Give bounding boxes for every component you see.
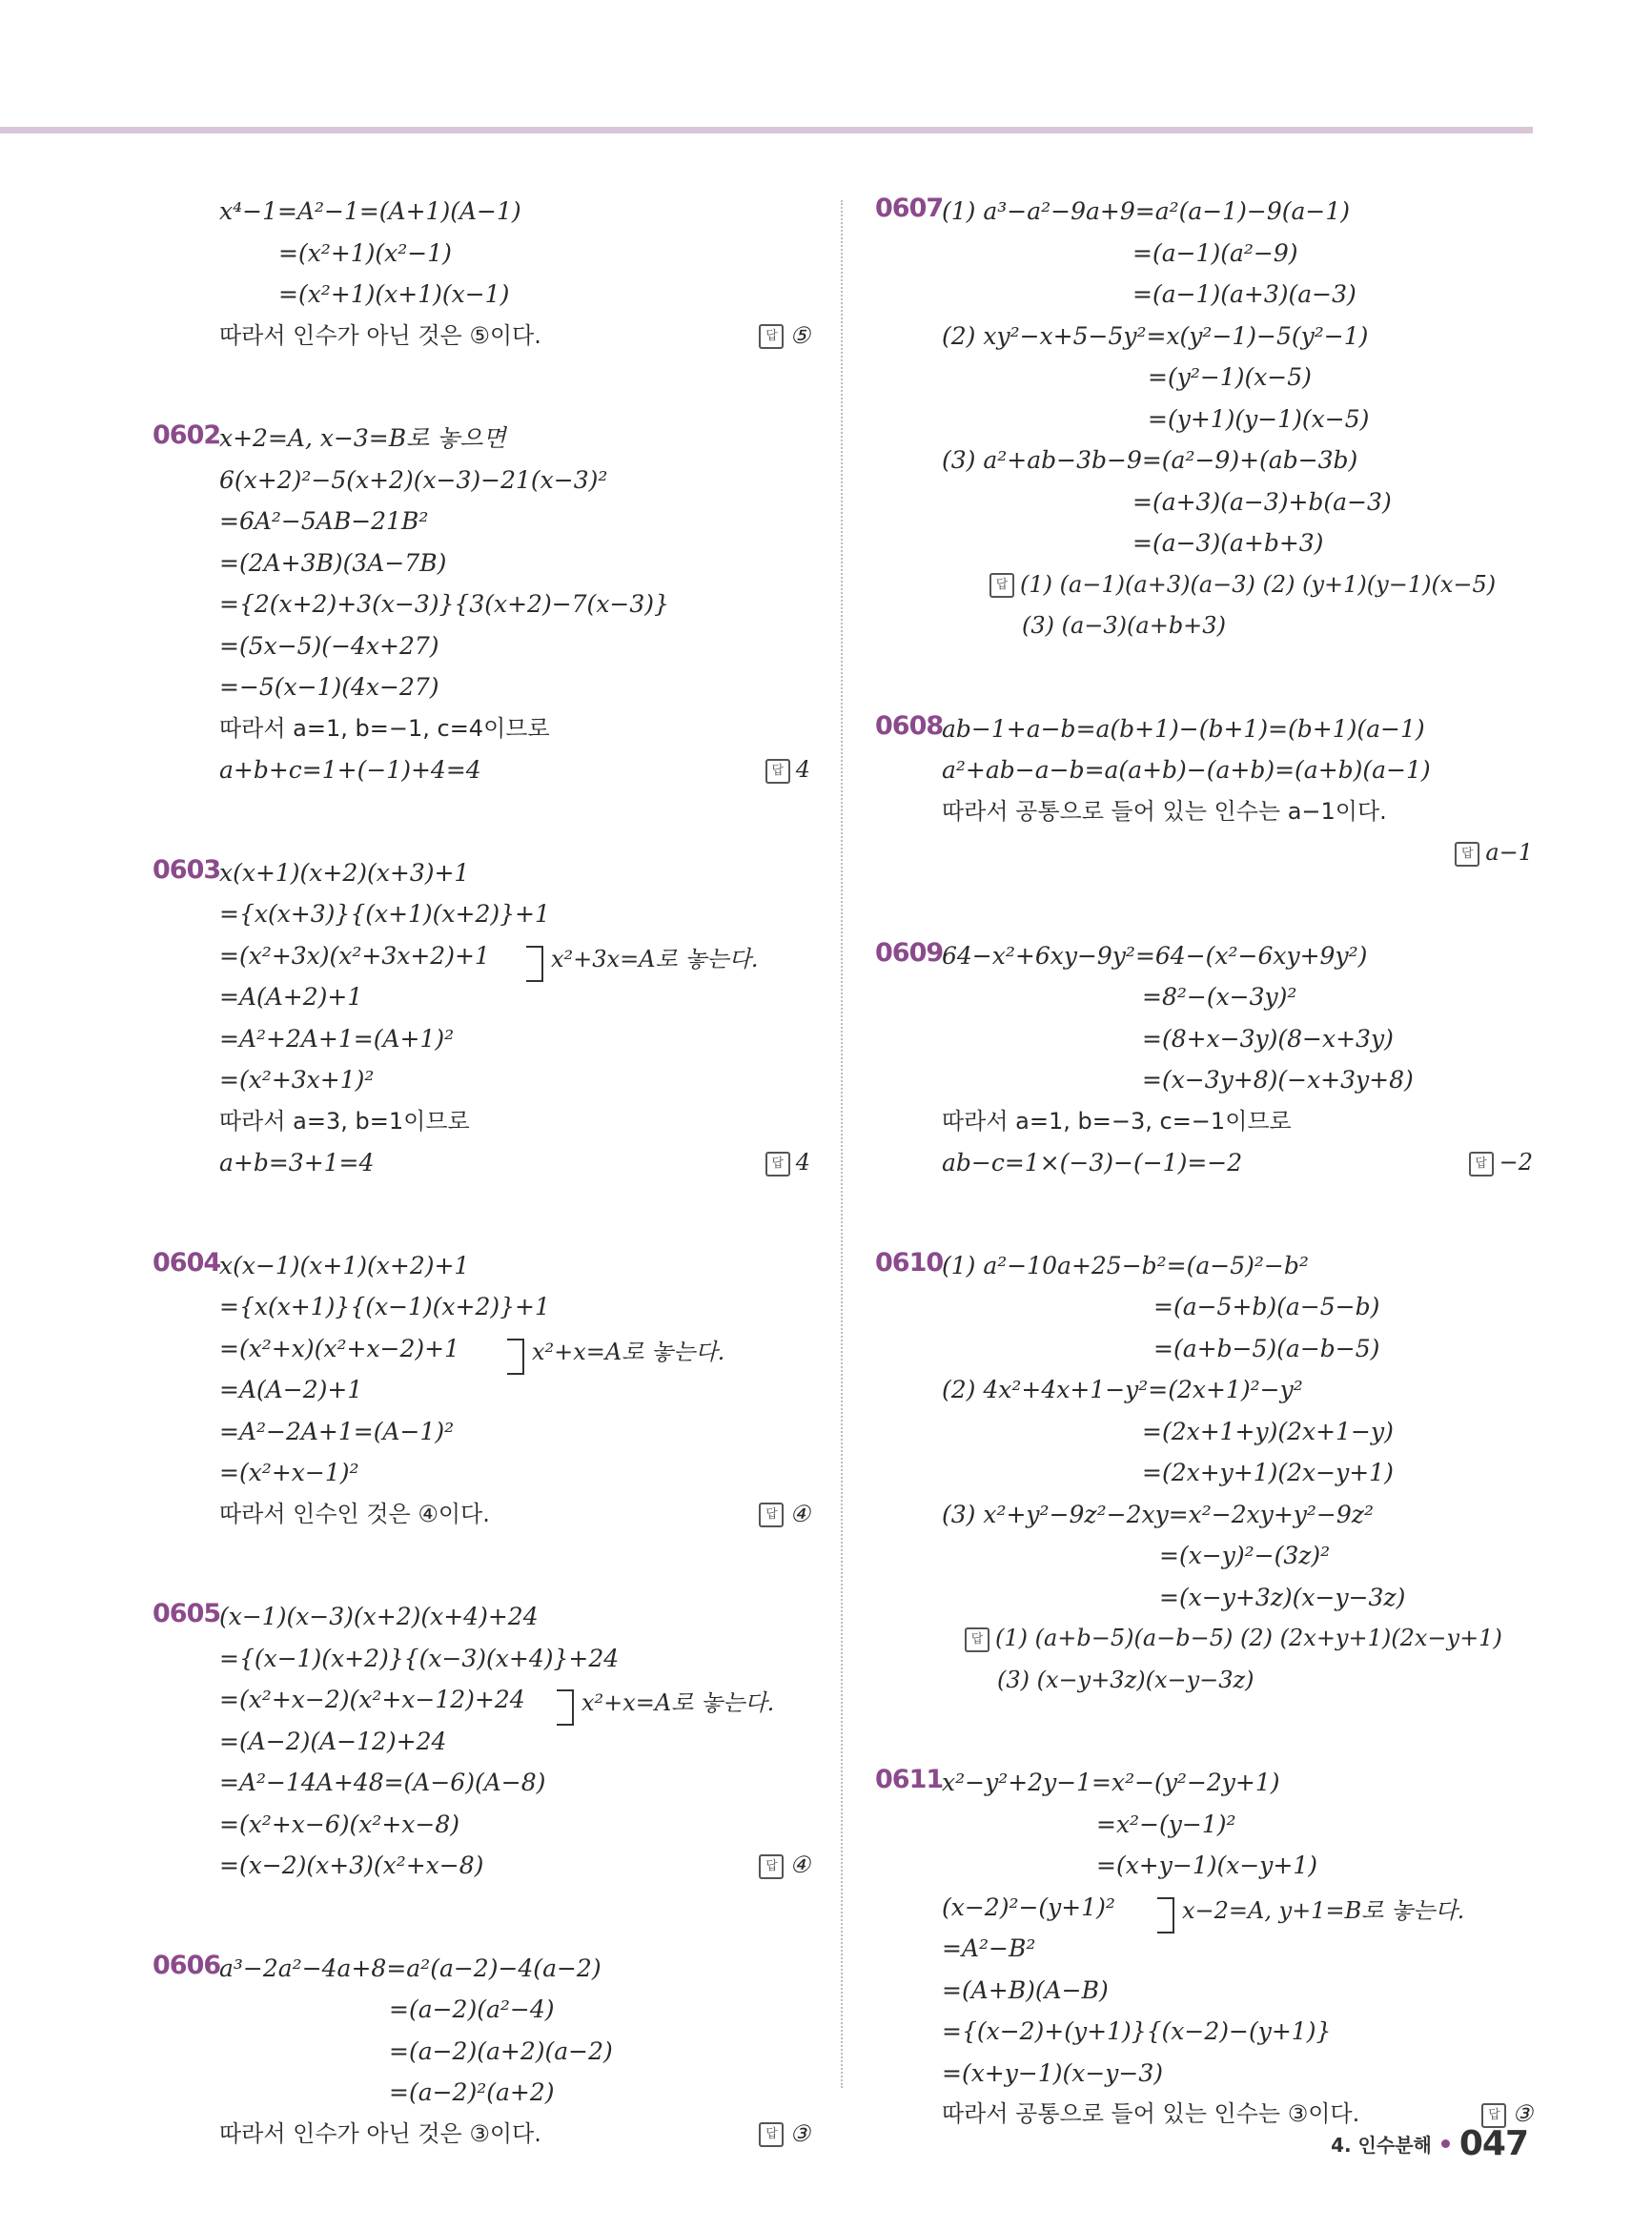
- solution-line: =(a−1)(a²−9): [1132, 238, 1298, 267]
- solution-line: 따라서 a=1, b=−1, c=4이므로: [219, 714, 550, 742]
- solution-line: =A(A−2)+1: [219, 1376, 363, 1403]
- answer-mark-icon: 답: [1455, 842, 1479, 867]
- problem-number: 0609: [875, 937, 944, 968]
- solution-line: =(a−1)(a+3)(a−3): [1132, 280, 1356, 308]
- answer: [1469, 1142, 1533, 1184]
- solution-line: ab−1+a−b=a(b+1)−(b+1)=(b+1)(a−1): [942, 714, 1425, 743]
- solution-line: =A(A+2)+1: [219, 983, 363, 1011]
- answer-mark-icon: 답: [759, 2122, 784, 2147]
- answer: [759, 1494, 810, 1536]
- solution-line: =(x²+x)(x²+x−2)+1: [219, 1334, 460, 1362]
- answer-value: (1) (a+b−5)(a−b−5) (2) (2x+y+1)(2x−y+1): [995, 1625, 1502, 1651]
- answer-value: −2: [1499, 1149, 1533, 1176]
- answer-mark-icon: 답: [759, 1503, 784, 1527]
- solution-line: =(a+3)(a−3)+b(a−3): [1132, 487, 1392, 516]
- solution-line: 따라서 a=3, b=1이므로: [219, 1107, 470, 1135]
- bullet-icon: [1441, 2139, 1450, 2148]
- substitution-bracket: [557, 1689, 574, 1726]
- solution-line: =6A²−5AB−21B²: [219, 507, 429, 535]
- solution-line: =(a+b−5)(a−b−5): [1153, 1334, 1380, 1362]
- top-rule: [0, 127, 1533, 133]
- answer-mark-icon: 답: [759, 1854, 784, 1879]
- answer-mark-icon: 답: [765, 759, 790, 784]
- solution-line: =(8+x−3y)(8−x+3y): [1142, 1024, 1394, 1053]
- solution-line: =(5x−5)(−4x+27): [219, 631, 439, 660]
- conclusion-text: 따라서 인수가 아닌 것은 ⑤이다.: [219, 321, 541, 349]
- answer-mark-icon: 답: [989, 573, 1014, 598]
- solution-line: =(2x+y+1)(2x−y+1): [1142, 1459, 1394, 1486]
- problem-number: 0603: [153, 854, 221, 885]
- solution-line: (3) a²+ab−3b−9=(a²−9)+(ab−3b): [942, 446, 1358, 474]
- solution-line: =(A+B)(A−B): [942, 1975, 1109, 2004]
- solution-line: =(x²+1)(x+1)(x−1): [278, 280, 510, 308]
- conclusion-text: a+b=3+1=4: [219, 1149, 375, 1176]
- right-column: [875, 191, 1533, 2197]
- solution-line: (x−2)²−(y+1)²: [942, 1892, 1115, 1921]
- answer-value: ④: [789, 1852, 810, 1878]
- problem-0604: [153, 1245, 810, 1536]
- problem-number: 0602: [153, 420, 221, 450]
- solution-line: x²−y²+2y−1=x²−(y²−2y+1): [942, 1769, 1280, 1796]
- problem-number: 0606: [153, 1950, 221, 1980]
- solution-line: ={x(x+3)}{(x+1)(x+2)}+1: [219, 900, 550, 928]
- solution-line: ={(x−2)+(y+1)}{(x−2)−(y+1)}: [942, 2017, 1332, 2045]
- answer: [1455, 832, 1533, 874]
- problem-0607: [875, 191, 1533, 647]
- problem-0611: [875, 1762, 1533, 2136]
- solution-line: =(a−2)(a²−4): [389, 1995, 555, 2023]
- solution-line: =(x²+x−6)(x²+x−8): [219, 1810, 460, 1838]
- solution-line: x(x+1)(x+2)(x+3)+1: [219, 858, 470, 887]
- solution-line: x(x−1)(x+1)(x+2)+1: [219, 1251, 470, 1279]
- problem-number: 0608: [875, 710, 944, 741]
- answer: [942, 564, 1533, 606]
- solution-line: =(A−2)(A−12)+24: [219, 1727, 447, 1755]
- answer-value: a−1: [1485, 839, 1533, 866]
- solution-line: ={(x−1)(x+2)}{(x−3)(x+4)}+24: [219, 1644, 620, 1672]
- solution-line: x⁴−1=A²−1=(A+1)(A−1): [219, 197, 521, 225]
- solution-line: =(x²+1)(x²−1): [278, 238, 452, 267]
- answer-value: 4: [795, 1149, 810, 1176]
- answer-value: ④: [789, 1500, 810, 1527]
- problem-0609: [875, 935, 1533, 1184]
- answer-mark-icon: 답: [765, 1152, 790, 1176]
- answer-mark-icon: 답: [1481, 2103, 1506, 2128]
- solution-line: a²+ab−a−b=a(a+b)−(a+b)=(a+b)(a−1): [942, 756, 1431, 784]
- problem-0608: [875, 708, 1533, 874]
- problem-0605: [153, 1596, 810, 1887]
- solution-line: =(x²+x−1)²: [219, 1459, 359, 1486]
- answer: [765, 749, 810, 791]
- page-number: 047: [1458, 2124, 1528, 2163]
- solution-line: =x²−(y−1)²: [1096, 1810, 1236, 1838]
- problem-number: 0605: [153, 1599, 221, 1628]
- substitution-note: x−2=A, y+1=B로 놓는다.: [1182, 1897, 1465, 1924]
- solution-line: =A²−14A+48=(A−6)(A−8): [219, 1769, 546, 1796]
- solution-line: (x−1)(x−3)(x+2)(x+4)+24: [219, 1603, 539, 1630]
- conclusion-text: ab−c=1×(−3)−(−1)=−2: [942, 1149, 1243, 1176]
- answer-mark-icon: 답: [759, 324, 784, 349]
- substitution-bracket: [526, 946, 543, 982]
- solution-line: =(y²−1)(x−5): [1148, 363, 1312, 391]
- solution-line: =A²+2A+1=(A+1)²: [219, 1024, 455, 1053]
- solution-line: =8²−(x−3y)²: [1142, 983, 1297, 1011]
- solution-line: =(a−2)²(a+2): [389, 2078, 555, 2106]
- solution-line: x+2=A, x−3=B로 놓으면: [219, 424, 506, 452]
- solution-line: =(x−y)²−(3z)²: [1159, 1542, 1331, 1569]
- solution-line: ={x(x+1)}{(x−1)(x+2)}+1: [219, 1293, 550, 1320]
- solution-line: =(x+y−1)(x−y+1): [1096, 1852, 1318, 1879]
- solution-line: 64−x²+6xy−9y²=64−(x²−6xy+9y²): [942, 941, 1368, 970]
- problem-0601-cont: [153, 191, 810, 357]
- conclusion-text: 따라서 인수인 것은 ④이다.: [219, 1500, 490, 1527]
- answer-value: ③: [1512, 2100, 1533, 2127]
- solution-line: (1) a²−10a+25−b²=(a−5)²−b²: [942, 1251, 1309, 1279]
- answer-value: ③: [789, 2119, 810, 2147]
- problem-number: 0611: [875, 1765, 944, 1794]
- problem-number: 0607: [875, 194, 944, 223]
- solution-line: (3) x²+y²−9z²−2xy=x²−2xy+y²−9z²: [942, 1500, 1374, 1528]
- problem-0610: [875, 1245, 1533, 1702]
- solution-line: ={2(x+2)+3(x−3)}{3(x+2)−7(x−3)}: [219, 590, 669, 618]
- answer: [942, 1618, 1533, 1660]
- solution-line: =A²−2A+1=(A−1)²: [219, 1417, 455, 1445]
- solution-line: =(a−3)(a+b+3): [1132, 529, 1324, 557]
- problem-number: 0610: [875, 1247, 944, 1278]
- solution-line: =(2A+3B)(3A−7B): [219, 548, 447, 577]
- left-column: [153, 191, 810, 2216]
- solution-line: =(a−5+b)(a−5−b): [1153, 1293, 1380, 1320]
- substitution-note: x²+x=A로 놓는다.: [581, 1689, 775, 1716]
- problem-0606: [153, 1948, 810, 2156]
- answer-value: (3) (x−y+3z)(x−y−3z): [997, 1666, 1254, 1693]
- substitution-bracket: [1157, 1897, 1174, 1933]
- substitution-note: x²+x=A로 놓는다.: [532, 1338, 725, 1365]
- solution-line: =(x+y−1)(x−y−3): [942, 2058, 1164, 2087]
- conclusion-text: 따라서 공통으로 들어 있는 인수는 a−1이다.: [942, 797, 1387, 825]
- solution-line: =(2x+1+y)(2x+1−y): [1142, 1417, 1394, 1445]
- answer: [765, 1142, 810, 1184]
- page-footer: [1331, 2124, 1528, 2163]
- solution-line: (2) xy²−x+5−5y²=x(y²−1)−5(y²−1): [942, 321, 1369, 350]
- solution-line: 따라서 a=1, b=−3, c=−1이므로: [942, 1107, 1292, 1135]
- solution-line: =(x²+3x)(x²+3x+2)+1: [219, 941, 490, 970]
- answer-value: ⑤: [789, 321, 810, 349]
- conclusion-text: =(x−2)(x+3)(x²+x−8): [219, 1852, 484, 1879]
- solution-line: (2) 4x²+4x+1−y²=(2x+1)²−y²: [942, 1376, 1303, 1403]
- answer-mark-icon: 답: [1469, 1152, 1494, 1176]
- substitution-bracket: [507, 1339, 524, 1375]
- solution-line: =(x−3y+8)(−x+3y+8): [1142, 1066, 1414, 1094]
- answer: [759, 316, 810, 358]
- solution-line: =A²−B²: [942, 1934, 1036, 1962]
- column-divider: [841, 200, 843, 2088]
- conclusion-text: 따라서 공통으로 들어 있는 인수는 ③이다.: [942, 2100, 1360, 2127]
- solution-line: (1) a³−a²−9a+9=a²(a−1)−9(a−1): [942, 197, 1351, 225]
- conclusion-text: a+b+c=1+(−1)+4=4: [219, 756, 481, 784]
- problem-0603: [153, 852, 810, 1184]
- answer-value: (1) (a−1)(a+3)(a−3) (2) (y+1)(y−1)(x−5): [1020, 570, 1497, 598]
- chapter-label: 4. 인수분해: [1331, 2134, 1432, 2157]
- solution-line: 6(x+2)²−5(x+2)(x−3)−21(x−3)²: [219, 465, 608, 494]
- problem-number: 0604: [153, 1247, 221, 1278]
- solution-line: a³−2a²−4a+8=a²(a−2)−4(a−2): [219, 1954, 602, 1982]
- solution-line: =(x²+x−2)(x²+x−12)+24: [219, 1686, 525, 1713]
- solution-line: =(a−2)(a+2)(a−2): [389, 2036, 613, 2065]
- answer-value: (3) (a−3)(a+b+3): [1022, 612, 1226, 639]
- problem-0602: [153, 418, 810, 791]
- solution-line: =−5(x−1)(4x−27): [219, 673, 439, 701]
- solution-line: =(x²+3x+1)²: [219, 1066, 375, 1094]
- answer: [759, 2114, 810, 2156]
- answer: [759, 1845, 810, 1887]
- solution-line: =(x−y+3z)(x−y−3z): [1159, 1583, 1406, 1611]
- answer-value: 4: [795, 756, 810, 783]
- conclusion-text: 따라서 인수가 아닌 것은 ③이다.: [219, 2119, 541, 2147]
- substitution-note: x²+3x=A로 놓는다.: [551, 945, 759, 972]
- answer-mark-icon: 답: [965, 1627, 989, 1652]
- solution-line: =(y+1)(y−1)(x−5): [1148, 404, 1370, 433]
